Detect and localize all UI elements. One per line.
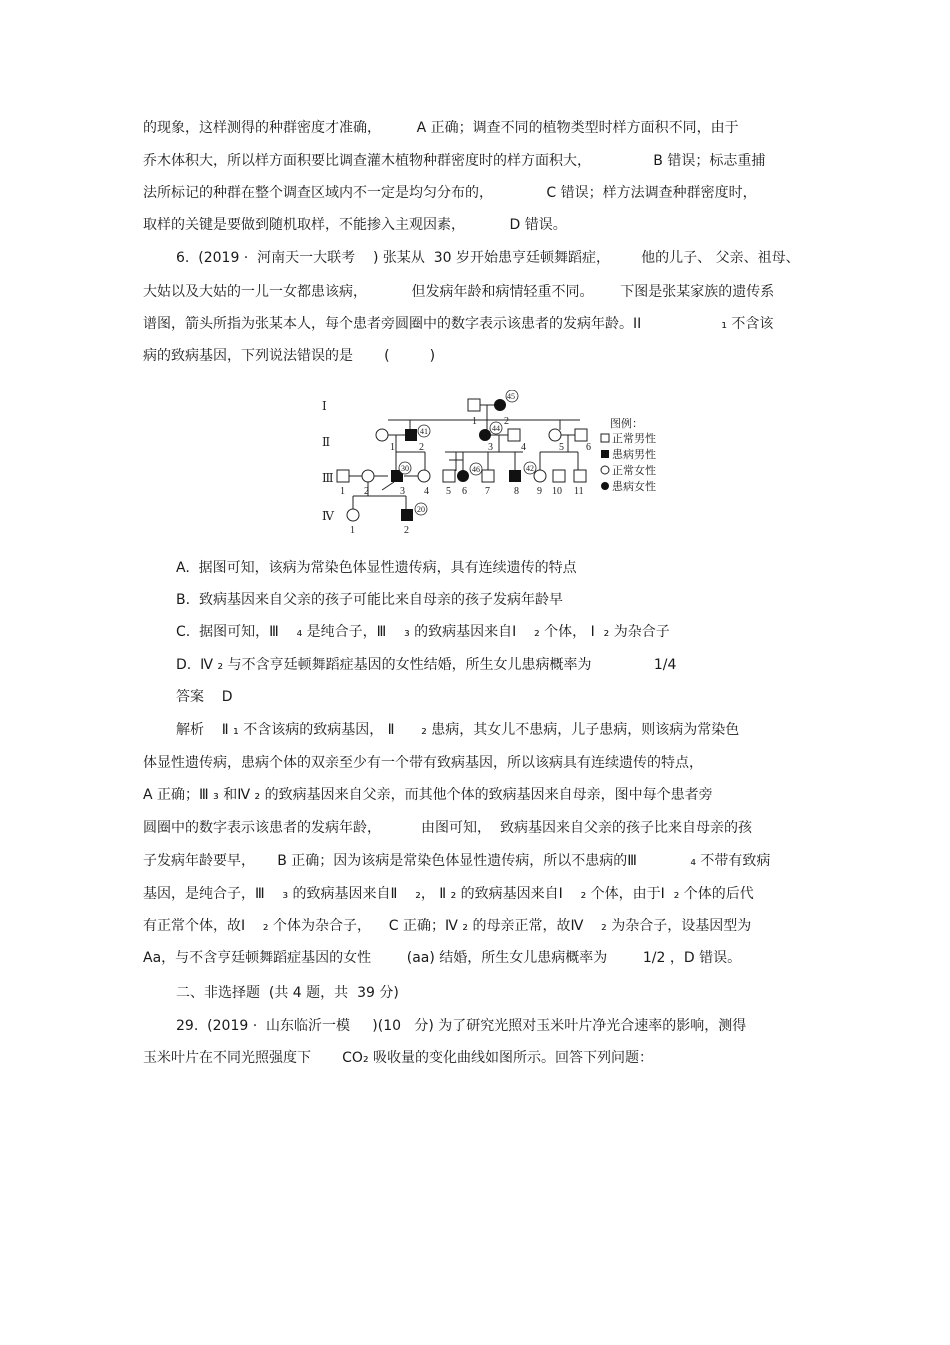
id-label: 1	[390, 442, 395, 453]
legend-title: 图例：	[610, 417, 643, 430]
paragraph-line: 乔木体积大，所以样方面积要比调查灌木植物种群密度时的样方面积大， B 错误；标志重捕	[143, 153, 766, 169]
id-label: 4	[521, 442, 526, 453]
analysis-line: 基因，是纯合子，Ⅲ ₃ 的致病基因来自Ⅱ ₂， Ⅱ ₂ 的致病基因来自Ⅰ ₂ 个体，由于Ⅰ ₂ 个体的后代	[143, 886, 754, 902]
male-normal	[468, 399, 480, 411]
id-label: 5	[559, 442, 564, 453]
analysis-line: 解析 Ⅱ ₁ 不含该病的致病基因， Ⅱ ₂ 患病，其女儿不患病，儿子患病，则该病为常染色	[176, 722, 740, 738]
gen-label-II: Ⅱ	[322, 435, 331, 449]
legend-label: 正常女性	[612, 464, 656, 477]
id-label: 3	[400, 486, 405, 497]
id-label: 1	[472, 416, 477, 427]
legend-female-normal-icon	[601, 466, 609, 474]
pedigree-diagram	[318, 390, 678, 540]
gen-label-I: Ⅰ	[322, 399, 327, 413]
male-normal	[337, 470, 349, 482]
age-label: 45	[507, 392, 515, 401]
analysis-line: 有正常个体，故Ⅰ ₂ 个体为杂合子， C 正确；Ⅳ ₂ 的母亲正常，故Ⅳ ₂ 为杂合子，设基因型为	[143, 918, 752, 934]
legend-label: 患病女性	[612, 480, 656, 493]
id-label: 5	[446, 486, 451, 497]
male-affected	[509, 470, 521, 482]
male-normal	[482, 470, 494, 482]
female-affected	[479, 429, 491, 441]
analysis-line: Aa，与不含亨廷顿舞蹈症基因的女性 (aa) 结婚，所生女儿患病概率为 1/2 ，D 错误。	[143, 950, 742, 966]
id-label: 2	[419, 442, 424, 453]
male-affected	[401, 509, 413, 521]
legend-male-normal-icon	[601, 434, 609, 442]
id-label: 1	[340, 486, 345, 497]
analysis-line: 体显性遗传病，患病个体的双亲至少有一个带有致病基因，所以该病具有连续遗传的特点，	[143, 755, 703, 771]
female-normal	[418, 470, 430, 482]
id-label: 10	[552, 486, 562, 497]
id-label: 9	[537, 486, 542, 497]
legend-female-affected-icon	[601, 482, 609, 490]
option-b: B. 致病基因来自父亲的孩子可能比来自母亲的孩子发病年龄早	[176, 592, 563, 608]
question-29-stem: 29. (2019 · 山东临沂一模 )(10 分) 为了研究光照对玉米叶片净光合速率的影响，测得	[176, 1018, 747, 1034]
id-label: 2	[364, 486, 369, 497]
age-label: 44	[492, 424, 500, 433]
question-6-stem: 6. (2019 · 河南天一大联考 ) 张某从 30 岁开始患亨廷顿舞蹈症， 他的儿子、 父亲、祖母、	[176, 250, 800, 266]
paragraph-line: 取样的关键是要做到随机取样，不能掺入主观因素， D 错误。	[143, 217, 567, 233]
legend-male-affected-icon	[601, 450, 609, 458]
gen-label-IV: Ⅳ	[322, 509, 334, 523]
id-label: 7	[485, 486, 490, 497]
id-label: 3	[488, 442, 493, 453]
option-c: C. 据图可知，Ⅲ ₄ 是纯合子，Ⅲ ₃ 的致病基因来自Ⅰ ₂ 个体， Ⅰ ₂ 为杂合子	[176, 624, 670, 640]
question-6-stem: 大姑以及大姑的一儿一女都患该病， 但发病年龄和病情轻重不同。 下图是张某家族的遗传系	[143, 284, 775, 300]
analysis-line: A 正确；Ⅲ ₃ 和Ⅳ ₂ 的致病基因来自父亲，而其他个体的致病基因来自母亲，图中每个患者旁	[143, 787, 713, 803]
id-label: 8	[514, 486, 519, 497]
female-normal	[534, 470, 546, 482]
age-label: 42	[526, 464, 534, 473]
age-label: 20	[417, 505, 425, 514]
male-normal	[443, 470, 455, 482]
male-normal	[574, 470, 586, 482]
male-normal	[508, 429, 520, 441]
option-d: D. Ⅳ ₂ 与不含亨廷顿舞蹈症基因的女性结婚，所生女儿患病概率为 1/4	[176, 657, 677, 673]
male-normal	[553, 470, 565, 482]
answer-line: 答案 D	[176, 689, 233, 705]
legend-label: 患病男性	[612, 448, 656, 461]
proband-arrow	[382, 482, 394, 490]
age-label: 46	[472, 465, 480, 474]
female-normal	[362, 470, 374, 482]
id-label: 1	[350, 525, 355, 536]
analysis-line: 圆圈中的数字表示该患者的发病年龄， 由图可知， 致病基因来自父亲的孩子比来自母亲的孩	[143, 820, 752, 836]
id-label: 11	[574, 486, 584, 497]
female-affected	[494, 399, 506, 411]
gen-label-III: Ⅲ	[322, 471, 334, 485]
female-normal	[549, 429, 561, 441]
female-normal	[347, 509, 359, 521]
paragraph-line: 的现象，这样测得的种群密度才准确， A 正确；调查不同的植物类型时样方面积不同，由于	[143, 120, 739, 136]
female-normal	[376, 429, 388, 441]
section-heading: 二、非选择题 (共 4 题，共 39 分)	[176, 985, 399, 1001]
male-affected	[405, 429, 417, 441]
question-6-stem: 病的致病基因，下列说法错误的是 ( )	[143, 348, 436, 364]
question-29-stem: 玉米叶片在不同光照强度下 CO₂ 吸收量的变化曲线如图所示。回答下列问题：	[143, 1050, 654, 1066]
analysis-line: 子发病年龄要早， B 正确；因为该病是常染色体显性遗传病，所以不患病的Ⅲ ₄ 不带有致病	[143, 853, 771, 869]
legend-label: 正常男性	[612, 432, 656, 445]
question-6-stem: 谱图，箭头所指为张某本人，每个患者旁圆圈中的数字表示该患者的发病年龄。II ₁ 不含该	[143, 316, 774, 332]
id-label: 6	[586, 442, 591, 453]
age-label: 30	[401, 464, 409, 473]
id-label: 2	[504, 416, 509, 427]
male-normal	[575, 429, 587, 441]
id-label: 2	[404, 525, 409, 536]
age-label: 41	[420, 427, 428, 436]
female-affected	[457, 470, 469, 482]
id-label: 6	[462, 486, 467, 497]
id-label: 4	[424, 486, 429, 497]
option-a: A. 据图可知，该病为常染色体显性遗传病，具有连续遗传的特点	[176, 560, 577, 576]
paragraph-line: 法所标记的种群在整个调查区域内不一定是均匀分布的， C 错误；样方法调查种群密度时，	[143, 185, 757, 201]
